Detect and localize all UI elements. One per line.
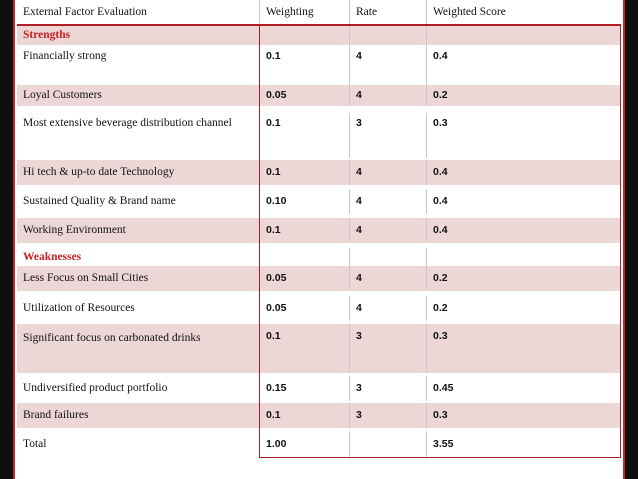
score-cell: 0.45 [426, 376, 621, 401]
table-row [17, 189, 621, 214]
rate-cell: 3 [349, 403, 426, 428]
strengths-section-row [17, 26, 621, 45]
rate-cell: 3 [349, 376, 426, 401]
factor-cell: Utilization of Resources [23, 302, 135, 314]
rate-cell: 4 [349, 160, 426, 185]
table-row [17, 324, 621, 373]
factor-cell: Undiversified product portfolio [23, 382, 168, 394]
left-frame-bar [0, 0, 15, 479]
score-cell: 0.4 [426, 218, 621, 243]
rate-cell: 4 [349, 218, 426, 243]
rate-cell: 4 [349, 296, 426, 321]
factor-cell: Most extensive beverage distribution channel [23, 117, 232, 129]
weighting-cell: 0.05 [259, 296, 349, 321]
score-cell: 0.2 [426, 296, 621, 321]
table-row [17, 403, 621, 428]
total-label: Total [23, 438, 47, 450]
empty-cell [349, 248, 426, 266]
total-row [17, 431, 621, 458]
score-cell: 0.2 [426, 85, 621, 106]
weaknesses-section-row [17, 248, 621, 266]
weighting-cell: 0.1 [259, 218, 349, 243]
score-cell: 0.3 [426, 403, 621, 428]
table-header-row [17, 0, 621, 25]
empty-cell [426, 26, 621, 45]
weighting-cell: 0.15 [259, 376, 349, 401]
weighting-cell: 0.1 [259, 403, 349, 428]
factor-cell: Working Environment [23, 224, 126, 236]
rate-cell: 3 [349, 324, 426, 373]
factor-cell: Sustained Quality & Brand name [23, 195, 176, 207]
header-weighted-score: Weighted Score [426, 0, 621, 24]
factor-cell: Significant focus on carbonated drinks [23, 332, 201, 344]
total-rate [349, 431, 426, 458]
table-row [17, 113, 621, 158]
rate-cell: 4 [349, 85, 426, 106]
factor-cell: Loyal Customers [23, 89, 102, 101]
rate-cell: 4 [349, 189, 426, 214]
weighting-cell: 0.1 [259, 113, 349, 158]
empty-cell [426, 248, 621, 266]
empty-cell [259, 26, 349, 45]
efe-table-sheet [17, 0, 621, 479]
weighting-cell: 0.1 [259, 324, 349, 373]
header-rate: Rate [349, 0, 426, 24]
rate-cell: 4 [349, 266, 426, 291]
table-row [17, 85, 621, 106]
factor-cell: Financially strong [23, 50, 107, 62]
table-row [17, 376, 621, 401]
weighting-cell: 0.05 [259, 85, 349, 106]
score-cell: 0.2 [426, 266, 621, 291]
header-divider-line [17, 24, 621, 26]
header-factor: External Factor Evaluation [23, 6, 147, 18]
total-weighting: 1.00 [259, 431, 349, 458]
strengths-label: Strengths [23, 29, 71, 41]
factor-cell: Hi tech & up-to date Technology [23, 166, 175, 178]
weaknesses-label: Weaknesses [23, 251, 82, 263]
rate-cell: 3 [349, 113, 426, 158]
right-frame-bar [623, 0, 638, 479]
table-row [17, 266, 621, 291]
score-cell: 0.3 [426, 113, 621, 158]
score-cell: 0.4 [426, 189, 621, 214]
rate-cell: 4 [349, 45, 426, 85]
factor-cell: Less Focus on Small Cities [23, 272, 149, 284]
table-row [17, 160, 621, 185]
table-row [17, 218, 621, 243]
weighting-cell: 0.05 [259, 266, 349, 291]
score-cell: 0.3 [426, 324, 621, 373]
score-cell: 0.4 [426, 45, 621, 85]
empty-cell [349, 26, 426, 45]
score-cell: 0.4 [426, 160, 621, 185]
weighting-cell: 0.1 [259, 45, 349, 85]
factor-cell: Brand failures [23, 409, 89, 421]
weighting-cell: 0.10 [259, 189, 349, 214]
empty-cell [259, 248, 349, 266]
header-weighting: Weighting [259, 0, 349, 24]
table-row [17, 45, 621, 85]
total-score: 3.55 [426, 431, 621, 458]
table-row [17, 296, 621, 321]
weighting-cell: 0.1 [259, 160, 349, 185]
